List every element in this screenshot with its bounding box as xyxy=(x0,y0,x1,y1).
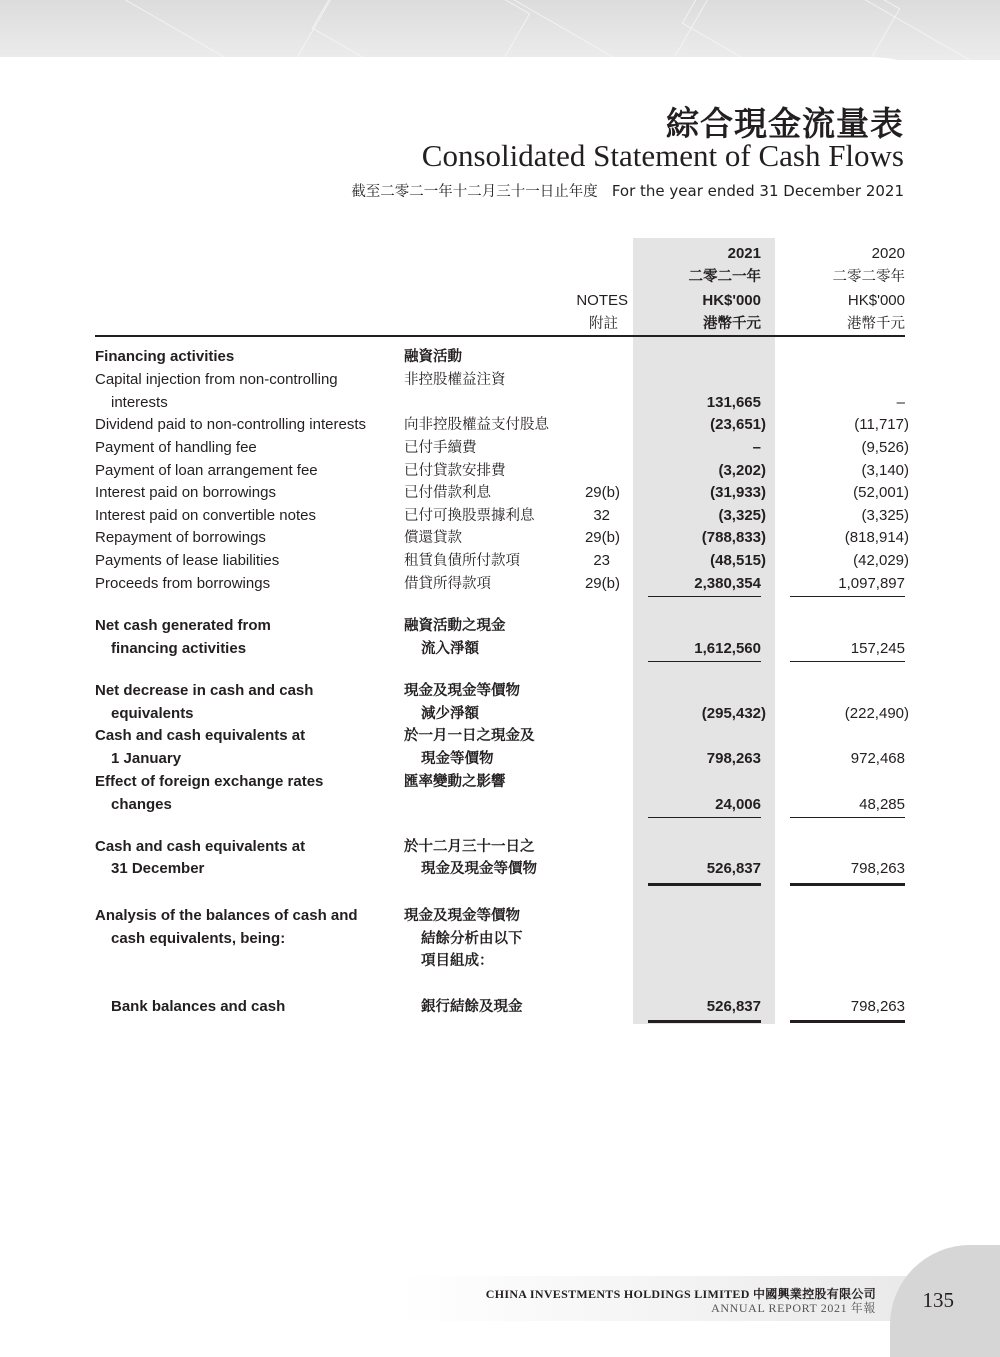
row-label: Net cash generated from xyxy=(95,617,271,634)
total-rule-2020 xyxy=(790,661,905,662)
header-2021-year: 2021 xyxy=(727,245,761,262)
row-label-cn: 租賃負債所付款項 xyxy=(404,553,520,569)
footer-report-label: ANNUAL REPORT 2021 年報 xyxy=(711,1301,876,1315)
row-label: changes xyxy=(111,796,172,813)
row-label: Capital injection from non-controlling xyxy=(95,371,338,388)
row-label: Payment of loan arrangement fee xyxy=(95,462,318,479)
page-number: 135 xyxy=(922,1288,954,1312)
row-label: Analysis of the balances of cash and xyxy=(95,907,358,924)
row-label-cn: 現金及現金等價物 xyxy=(421,861,537,877)
row-label-cn: 借貸所得款項 xyxy=(404,576,491,592)
header-2021-year-cn: 二零二一年 xyxy=(688,269,761,285)
value-2021: (31,933) xyxy=(710,484,766,501)
total-rule-2021 xyxy=(648,661,761,662)
row-label-cn: 於十二月三十一日之 xyxy=(404,839,535,855)
row-label-cn: 現金等價物 xyxy=(421,751,494,767)
note-ref: 23 xyxy=(593,552,610,569)
row-label: Dividend paid to non-controlling interests xyxy=(95,416,366,433)
row-label: 1 January xyxy=(111,750,182,767)
header-2020-unit-cn: 港幣千元 xyxy=(847,316,905,332)
value-2021: (295,432) xyxy=(701,705,766,722)
row-label: Bank balances and cash xyxy=(111,998,286,1015)
value-2020: 798,263 xyxy=(850,998,905,1015)
value-2021: – xyxy=(752,439,761,456)
subtotal-rule-2020 xyxy=(790,596,905,597)
header-2021-unit-cn: 港幣千元 xyxy=(703,316,761,332)
subtotal-rule-2021 xyxy=(648,817,761,818)
row-label-cn: 流入淨額 xyxy=(421,641,479,657)
value-2020: 798,263 xyxy=(850,860,905,877)
page-subtitle xyxy=(351,180,904,201)
value-2021: 1,612,560 xyxy=(694,640,761,657)
value-2021: 24,006 xyxy=(715,796,761,813)
value-2021: 526,837 xyxy=(706,998,761,1015)
header-2020-year: 2020 xyxy=(871,245,905,262)
subtitle-chinese: 截至二零二一年十二月三十一日止年度 xyxy=(351,184,598,200)
value-2021: 2,380,354 xyxy=(694,575,761,592)
value-2020: (818,914) xyxy=(844,529,909,546)
row-label-cn: 已付手續費 xyxy=(404,440,477,456)
footer-company-name: CHINA INVESTMENTS HOLDINGS LIMITED 中國興業控股有限公司 xyxy=(485,1287,876,1301)
value-2020: (42,029) xyxy=(853,552,909,569)
row-label-cn: 償還貸款 xyxy=(404,530,462,546)
current-year-column-shading xyxy=(633,238,775,1024)
row-label-cn: 減少淨額 xyxy=(421,706,479,722)
value-2020: 157,245 xyxy=(850,640,905,657)
subtitle-english: For the year ended 31 December 2021 xyxy=(611,182,904,200)
row-label: Repayment of borrowings xyxy=(95,529,266,546)
row-label: equivalents xyxy=(111,705,194,722)
value-2021: 526,837 xyxy=(706,860,761,877)
row-label-cn: 已付可換股票據利息 xyxy=(404,508,535,524)
row-label: Cash and cash equivalents at xyxy=(95,727,306,744)
value-2020: (11,717) xyxy=(854,416,909,433)
row-label-cn: 融資活動 xyxy=(404,349,462,365)
page-title-chinese: 綜合現金流量表 xyxy=(666,104,904,143)
row-label-cn: 項目組成： xyxy=(421,953,494,969)
row-label-cn: 非控股權益注資 xyxy=(404,372,506,388)
page-title: Consolidated Statement of Cash Flows xyxy=(421,138,904,173)
row-label: cash equivalents, being: xyxy=(111,930,286,947)
value-2020: 48,285 xyxy=(859,796,905,813)
value-2020: 1,097,897 xyxy=(838,575,905,592)
note-ref: 32 xyxy=(593,507,610,524)
row-label-cn: 已付借款利息 xyxy=(404,485,491,501)
note-ref: 29(b) xyxy=(584,484,620,501)
row-label-cn: 向非控股權益支付股息 xyxy=(404,417,549,433)
value-2020: (52,001) xyxy=(853,484,909,501)
subtotal-rule-2021 xyxy=(648,596,761,597)
value-2021: (23,651) xyxy=(710,416,766,433)
row-label: interests xyxy=(111,394,168,411)
row-label-cn: 現金及現金等價物 xyxy=(404,683,520,699)
note-ref: 29(b) xyxy=(584,529,620,546)
row-label: Net decrease in cash and cash xyxy=(95,682,314,699)
grand-total-rule-2020 xyxy=(790,1020,905,1023)
header-notes: NOTES xyxy=(576,292,628,309)
value-2021: (3,325) xyxy=(718,507,766,524)
value-2021: (48,515) xyxy=(710,552,766,569)
grand-total-rule-2021 xyxy=(648,1020,761,1023)
header-2020-unit: HK$'000 xyxy=(847,292,905,309)
row-label: Cash and cash equivalents at xyxy=(95,838,306,855)
row-label: Effect of foreign exchange rates xyxy=(95,773,324,790)
row-label-cn: 已付貸款安排費 xyxy=(404,463,506,479)
row-label: Payment of handling fee xyxy=(95,439,257,456)
value-2021: 131,665 xyxy=(706,394,761,411)
note-ref: 29(b) xyxy=(584,575,620,592)
value-2020: 972,468 xyxy=(850,750,905,767)
row-label-cn: 銀行結餘及現金 xyxy=(421,999,523,1015)
grand-total-rule-2020 xyxy=(790,883,905,886)
row-label: financing activities xyxy=(111,640,247,657)
value-2020: (9,526) xyxy=(861,439,909,456)
value-2020: – xyxy=(896,394,905,411)
header-rule xyxy=(95,335,905,337)
subtotal-rule-2020 xyxy=(790,817,905,818)
header-2021-unit: HK$'000 xyxy=(702,292,761,309)
row-label: Interest paid on convertible notes xyxy=(95,507,316,524)
grand-total-rule-2021 xyxy=(648,883,761,886)
value-2020: (3,140) xyxy=(861,462,909,479)
row-label: 31 December xyxy=(111,860,205,877)
row-label-cn: 匯率變動之影響 xyxy=(404,774,506,790)
row-label: Proceeds from borrowings xyxy=(95,575,271,592)
row-label-cn: 結餘分析由以下 xyxy=(421,931,523,947)
value-2021: (788,833) xyxy=(701,529,766,546)
row-label-cn: 融資活動之現金 xyxy=(404,618,506,634)
value-2021: 798,263 xyxy=(706,750,761,767)
header-notes-cn: 附註 xyxy=(589,316,618,332)
row-label-cn: 現金及現金等價物 xyxy=(404,908,520,924)
value-2020: (3,325) xyxy=(861,507,909,524)
row-label: Financing activities xyxy=(95,348,235,365)
row-label-cn: 於一月一日之現金及 xyxy=(404,728,535,744)
value-2020: (222,490) xyxy=(844,705,909,722)
header-2020-year-cn: 二零二零年 xyxy=(832,269,905,285)
top-decorative-band xyxy=(0,0,1000,60)
value-2021: (3,202) xyxy=(718,462,766,479)
row-label: Payments of lease liabilities xyxy=(95,552,280,569)
row-label: Interest paid on borrowings xyxy=(95,484,276,501)
